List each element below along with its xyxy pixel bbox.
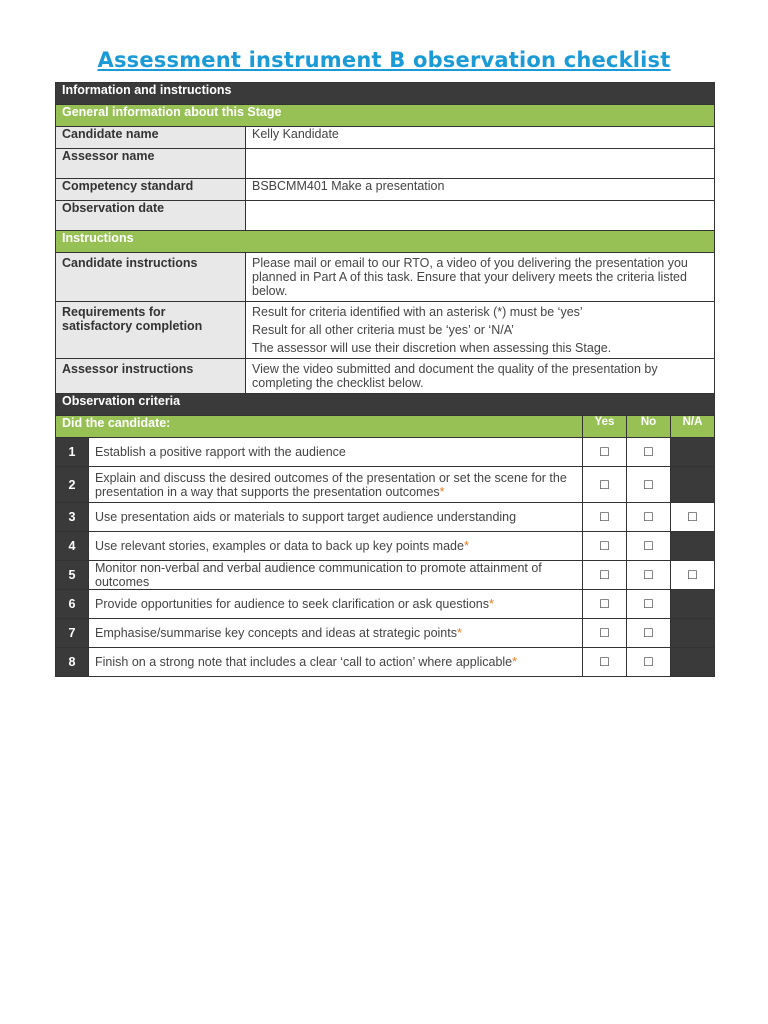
yes-checkbox[interactable]: ☐ (583, 590, 627, 619)
criteria-text: Explain and discuss the desired outcomes of the presentation or set the scene for the presentation in a way that supports the presentation outcomes (95, 470, 567, 499)
criteria-text-cell (89, 438, 583, 467)
na-disabled-cell (671, 438, 715, 467)
criteria-number: 6 (56, 590, 89, 619)
criteria-text-cell (89, 503, 583, 532)
criteria-number: 8 (56, 648, 89, 677)
competency-standard-value[interactable]: BSBCMM401 Make a presentation (246, 179, 715, 201)
yes-checkbox[interactable]: ☐ (583, 561, 627, 590)
na-disabled-cell (671, 619, 715, 648)
observation-date-value[interactable] (246, 201, 715, 231)
requirement-line: The assessor will use their discretion when assessing this Stage. (252, 341, 612, 355)
required-asterisk: * (488, 597, 494, 611)
na-disabled-cell (671, 648, 715, 677)
criteria-text-cell (89, 648, 583, 677)
no-checkbox[interactable]: ☐ (627, 503, 671, 532)
criteria-text-cell (89, 619, 583, 648)
section-header-instructions: Instructions (56, 231, 715, 253)
assessor-name-label: Assessor name (56, 149, 246, 179)
candidate-name-label: Candidate name (56, 127, 246, 149)
yes-checkbox[interactable]: ☐ (583, 503, 627, 532)
yes-checkbox[interactable]: ☐ (583, 619, 627, 648)
criteria-number: 7 (56, 619, 89, 648)
criteria-row (56, 532, 715, 561)
criteria-text-cell (89, 590, 583, 619)
competency-standard-label: Competency standard (56, 179, 246, 201)
criteria-text: Monitor non-verbal and verbal audience communication to promote attainment of outcomes (95, 561, 542, 589)
candidate-name-value[interactable]: Kelly Kandidate (246, 127, 715, 149)
na-checkbox[interactable]: ☐ (671, 561, 715, 590)
criteria-number: 2 (56, 467, 89, 503)
requirements-label: Requirements for satisfactory completion (56, 302, 246, 359)
criteria-row (56, 590, 715, 619)
required-asterisk: * (456, 626, 462, 640)
requirement-line: Result for criteria identified with an asterisk (*) must be ‘yes’ (252, 305, 583, 319)
no-checkbox[interactable]: ☐ (627, 532, 671, 561)
criteria-text: Use presentation aids or materials to support target audience understanding (95, 510, 517, 524)
no-checkbox[interactable]: ☐ (627, 590, 671, 619)
checklist-table (55, 82, 715, 677)
criteria-row (56, 438, 715, 467)
criteria-text-cell (89, 561, 583, 590)
yes-checkbox[interactable]: ☐ (583, 438, 627, 467)
criteria-text: Use relevant stories, examples or data to back up key points made (95, 539, 464, 553)
na-disabled-cell (671, 590, 715, 619)
candidate-instructions-label: Candidate instructions (56, 253, 246, 302)
criteria-question: Did the candidate: (56, 416, 583, 438)
criteria-text: Provide opportunities for audience to seek clarification or ask questions (95, 597, 489, 611)
assessor-instructions-label: Assessor instructions (56, 359, 246, 394)
required-asterisk: * (512, 655, 518, 669)
assessor-instructions-text: View the video submitted and document the quality of the presentation by completing the checklist below. (246, 359, 715, 394)
yes-checkbox[interactable]: ☐ (583, 648, 627, 677)
page-title: Assessment instrument B observation checklist (97, 48, 671, 72)
section-header-info: Information and instructions (56, 83, 715, 105)
observation-date-label: Observation date (56, 201, 246, 231)
assessor-name-value[interactable] (246, 149, 715, 179)
criteria-text-cell (89, 532, 583, 561)
na-checkbox[interactable]: ☐ (671, 503, 715, 532)
requirement-line: Result for all other criteria must be ‘yes’ or ‘N/A’ (252, 323, 514, 337)
criteria-number: 4 (56, 532, 89, 561)
no-checkbox[interactable]: ☐ (627, 561, 671, 590)
required-asterisk: * (439, 484, 445, 499)
candidate-instructions-text: Please mail or email to our RTO, a video of you delivering the presentation you planned in Part A of this task. Ensure that your delivery meets the criteria listed below. (246, 253, 715, 302)
criteria-number: 3 (56, 503, 89, 532)
criteria-row (56, 467, 715, 503)
na-disabled-cell (671, 467, 715, 503)
no-checkbox[interactable]: ☐ (627, 467, 671, 503)
no-checkbox[interactable]: ☐ (627, 438, 671, 467)
criteria-number: 5 (56, 561, 89, 590)
criteria-row (56, 619, 715, 648)
yes-checkbox[interactable]: ☐ (583, 467, 627, 503)
no-checkbox[interactable]: ☐ (627, 648, 671, 677)
section-header-general: General information about this Stage (56, 105, 715, 127)
column-header-yes: Yes (583, 416, 627, 438)
criteria-text: Finish on a strong note that includes a clear ‘call to action’ where applicable (95, 655, 513, 669)
criteria-list (56, 438, 715, 677)
criteria-row (56, 561, 715, 590)
requirements-text (246, 302, 715, 359)
criteria-text: Emphasise/summarise key concepts and ideas at strategic points (95, 626, 457, 640)
criteria-text-cell (89, 467, 583, 503)
column-header-na: N/A (671, 416, 715, 438)
na-disabled-cell (671, 532, 715, 561)
required-asterisk: * (463, 539, 469, 553)
column-header-no: No (627, 416, 671, 438)
criteria-row (56, 648, 715, 677)
yes-checkbox[interactable]: ☐ (583, 532, 627, 561)
no-checkbox[interactable]: ☐ (627, 619, 671, 648)
criteria-text: Establish a positive rapport with the audience (95, 445, 346, 459)
section-header-observation: Observation criteria (56, 394, 715, 416)
criteria-number: 1 (56, 438, 89, 467)
criteria-row (56, 503, 715, 532)
